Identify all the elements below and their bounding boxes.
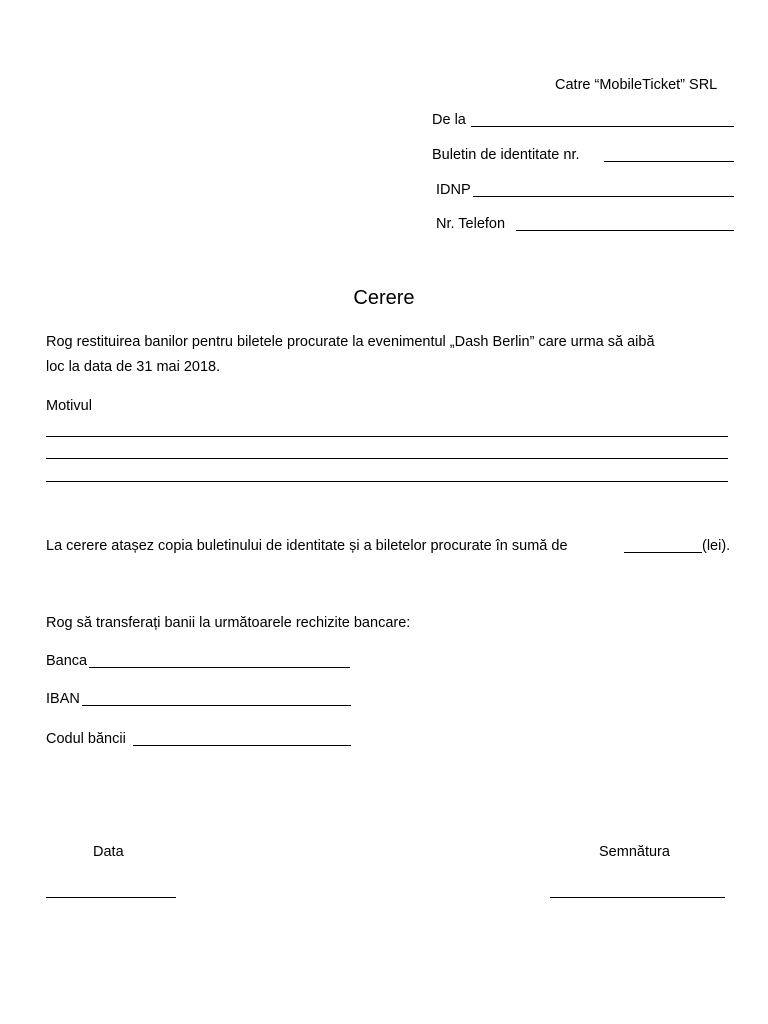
attachment-unit: (lei). [702,538,731,554]
date-label: Data [93,844,124,860]
signature-field-line [550,897,725,898]
reason-line-3 [46,481,728,482]
iban-field-line [82,705,351,706]
id-card-label: Buletin de identitate nr. [432,147,580,163]
iban-label: IBAN [46,691,80,707]
document-title: Cerere [353,287,415,309]
bank-field-line [89,667,350,668]
bank-code-label: Codul băncii [46,731,126,747]
phone-field-line [516,230,734,231]
idnp-label: IDNP [436,182,471,198]
phone-label: Nr. Telefon [436,216,506,232]
date-field-line [46,897,176,898]
request-line-1: Rog restituirea banilor pentru biletele procurate la evenimentul „Dash Berlin” care urma să aibă [46,334,655,350]
recipient: Catre “MobileTicket” SRL [555,77,718,93]
from-label: De la [432,112,466,128]
idnp-field-line [473,196,734,197]
signature-label: Semnătura [599,844,670,860]
reason-line-2 [46,458,728,459]
amount-field-line [624,552,702,553]
id-card-field-line [604,161,734,162]
from-field-line [471,126,734,127]
bank-code-field-line [133,745,351,746]
attachment-text: La cerere atașez copia buletinului de identitate și a biletelor procurate în sumă de [46,538,568,554]
request-line-2: loc la data de 31 mai 2018. [46,359,221,375]
transfer-request: Rog să transferați banii la următoarele rechizite bancare: [46,615,411,631]
reason-label: Motivul [46,398,92,414]
reason-line-1 [46,436,728,437]
bank-label: Banca [46,653,88,669]
